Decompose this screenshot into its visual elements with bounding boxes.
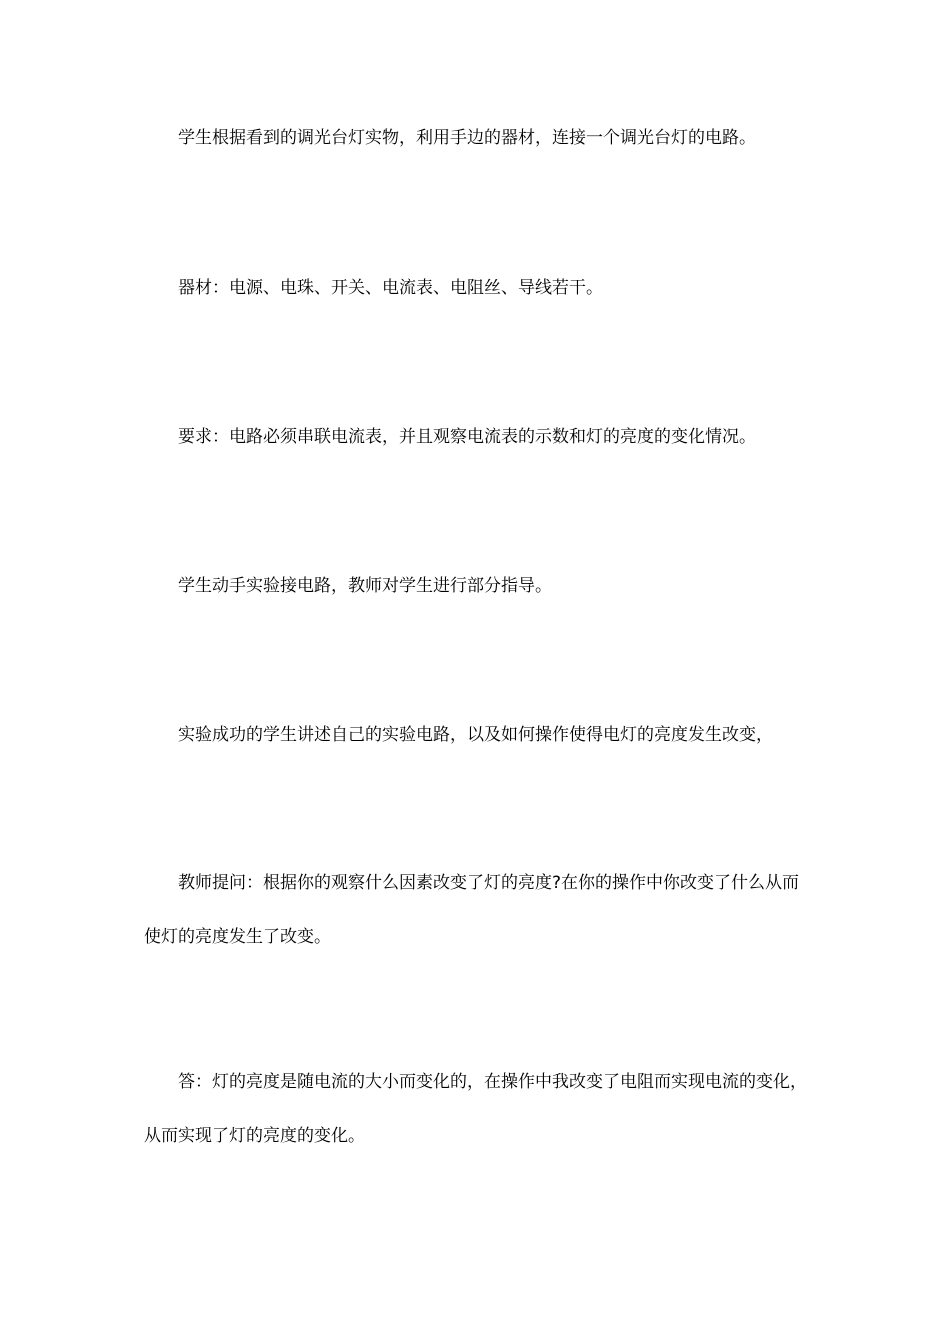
paragraph-task: 学生根据看到的调光台灯实物，利用手边的器材，连接一个调光台灯的电路。	[178, 128, 756, 148]
paragraph-student-presentation: 实验成功的学生讲述自己的实验电路，以及如何操作使得电灯的亮度发生改变，	[178, 725, 773, 745]
paragraph-teacher-question: 教师提问：根据你的观察什么因素改变了灯的亮度?在你的操作中你改变了什么从而使灯的亮度发生了改变。	[144, 873, 800, 947]
paragraph-materials: 器材：电源、电珠、开关、电流表、电阻丝、导线若干。	[178, 278, 603, 298]
paragraph-answer: 答：灯的亮度是随电流的大小而变化的，在操作中我改变了电阻而实现电流的变化，从而实现了灯的亮度的变化。	[144, 1072, 807, 1146]
paragraph-requirements: 要求：电路必须串联电流表，并且观察电流表的示数和灯的亮度的变化情况。	[178, 427, 756, 447]
paragraph-student-activity: 学生动手实验接电路，教师对学生进行部分指导。	[178, 576, 552, 596]
